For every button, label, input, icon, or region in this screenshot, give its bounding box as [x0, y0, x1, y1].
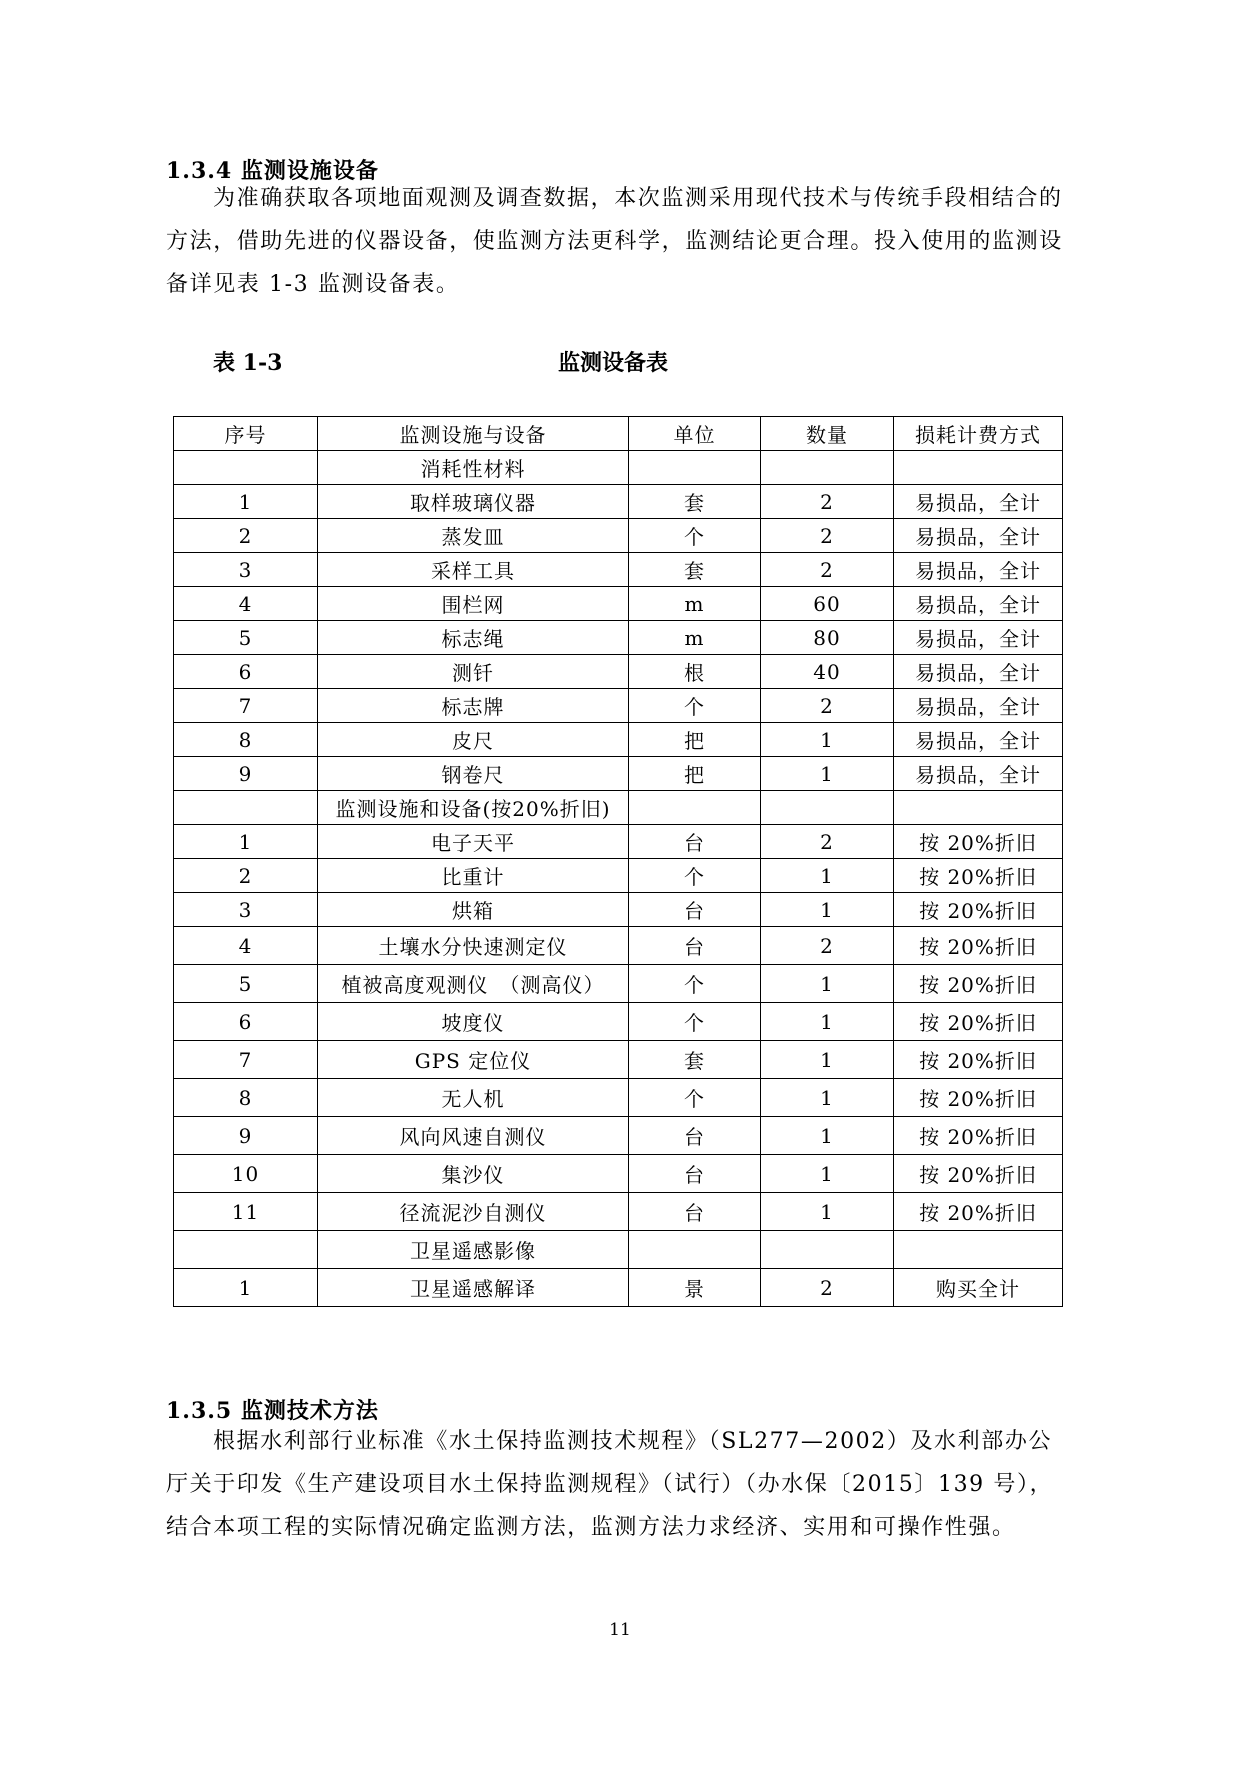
- table-cell: 1: [761, 757, 894, 791]
- table-cell: 1: [761, 1079, 894, 1117]
- table-cell: 皮尺: [318, 723, 629, 757]
- table-row: [174, 893, 1063, 927]
- section-heading-1-3-5: 1.3.5 监测技术方法: [166, 1398, 379, 1424]
- table-cell: 台: [629, 927, 761, 965]
- table-cell: [629, 1231, 761, 1269]
- table-cell: 按 20%折旧: [894, 1117, 1063, 1155]
- table-row: [174, 859, 1063, 893]
- table-cell: 1: [174, 825, 318, 859]
- table-cell: 8: [174, 723, 318, 757]
- table-cell: 易损品，全计: [894, 757, 1063, 791]
- table-cell: 电子天平: [318, 825, 629, 859]
- table-cell: 土壤水分快速测定仪: [318, 927, 629, 965]
- table-row: [174, 621, 1063, 655]
- table-cell: 个: [629, 1079, 761, 1117]
- table-cell: [629, 451, 761, 485]
- table-cell: 2: [761, 519, 894, 553]
- table-cell: 1: [761, 1155, 894, 1193]
- table-cell: 套: [629, 485, 761, 519]
- table-cell: 1: [761, 1003, 894, 1041]
- table-row: [174, 757, 1063, 791]
- table-cell: 3: [174, 893, 318, 927]
- table-cell: 易损品，全计: [894, 485, 1063, 519]
- table-cell: 10: [174, 1155, 318, 1193]
- table-cell: [174, 791, 318, 825]
- table-cell: 4: [174, 587, 318, 621]
- table-cell: 台: [629, 1117, 761, 1155]
- table-cell: 易损品，全计: [894, 587, 1063, 621]
- table-cell: 个: [629, 1003, 761, 1041]
- table-cell: 6: [174, 655, 318, 689]
- table-cell: 标志牌: [318, 689, 629, 723]
- table-cell: 台: [629, 893, 761, 927]
- table-row: [174, 655, 1063, 689]
- table-cell: 按 20%折旧: [894, 1155, 1063, 1193]
- table-cell: 6: [174, 1003, 318, 1041]
- table-cell: 个: [629, 689, 761, 723]
- table-cell: [629, 791, 761, 825]
- table-cell: 1: [174, 485, 318, 519]
- table-cell: 按 20%折旧: [894, 893, 1063, 927]
- table-cell: 7: [174, 689, 318, 723]
- table-cell: 易损品，全计: [894, 519, 1063, 553]
- table-row: [174, 485, 1063, 519]
- table-cell: 按 20%折旧: [894, 1003, 1063, 1041]
- table-cell: 无人机: [318, 1079, 629, 1117]
- table-cell: 60: [761, 587, 894, 621]
- table-cell: 7: [174, 1041, 318, 1079]
- table-row: [174, 587, 1063, 621]
- table-cell: 40: [761, 655, 894, 689]
- table-cell: 个: [629, 965, 761, 1003]
- table-category-row: [174, 451, 1063, 485]
- header-cell: 序号: [174, 417, 318, 451]
- table-cell: 台: [629, 1155, 761, 1193]
- table-cell: m: [629, 587, 761, 621]
- table-cell: 烘箱: [318, 893, 629, 927]
- table-cell: [761, 791, 894, 825]
- table-cell: 围栏网: [318, 587, 629, 621]
- table-row: [174, 1041, 1063, 1079]
- table-cell: 11: [174, 1193, 318, 1231]
- table-number: 表 1-3: [213, 350, 283, 376]
- table-row: [174, 553, 1063, 587]
- table-cell: 景: [629, 1269, 761, 1307]
- table-cell: 坡度仪: [318, 1003, 629, 1041]
- table-cell: 9: [174, 757, 318, 791]
- table-cell: 卫星遥感解译: [318, 1269, 629, 1307]
- table-cell: 8: [174, 1079, 318, 1117]
- table-cell: 易损品，全计: [894, 621, 1063, 655]
- table-cell: 套: [629, 1041, 761, 1079]
- table-cell: 按 20%折旧: [894, 1041, 1063, 1079]
- table-cell: 易损品，全计: [894, 689, 1063, 723]
- table-cell: 按 20%折旧: [894, 825, 1063, 859]
- table-row: [174, 965, 1063, 1003]
- table-cell: 蒸发皿: [318, 519, 629, 553]
- table-cell: [174, 1231, 318, 1269]
- table-category-row: [174, 1231, 1063, 1269]
- table-cell: 2: [761, 1269, 894, 1307]
- table-row: [174, 1003, 1063, 1041]
- header-cell: 单位: [629, 417, 761, 451]
- table-row: [174, 1193, 1063, 1231]
- table-cell: m: [629, 621, 761, 655]
- table-cell: 测钎: [318, 655, 629, 689]
- table-cell: 2: [761, 927, 894, 965]
- table-cell: 台: [629, 825, 761, 859]
- table-cell: 按 20%折旧: [894, 965, 1063, 1003]
- table-cell: 4: [174, 927, 318, 965]
- table-cell: 把: [629, 723, 761, 757]
- table-cell: GPS 定位仪: [318, 1041, 629, 1079]
- table-cell: [894, 1231, 1063, 1269]
- table-cell: 5: [174, 621, 318, 655]
- equipment-table: [173, 416, 1063, 1307]
- table-cell: 径流泥沙自测仪: [318, 1193, 629, 1231]
- table-row: [174, 1155, 1063, 1193]
- table-cell: 易损品，全计: [894, 723, 1063, 757]
- table-cell: 1: [761, 1041, 894, 1079]
- table-category-row: [174, 791, 1063, 825]
- page-number: 11: [609, 1620, 631, 1640]
- table-cell: 2: [174, 859, 318, 893]
- table-cell: 集沙仪: [318, 1155, 629, 1193]
- table-cell: 钢卷尺: [318, 757, 629, 791]
- table-cell: 80: [761, 621, 894, 655]
- table-cell: 比重计: [318, 859, 629, 893]
- table-cell: 1: [761, 1193, 894, 1231]
- table-cell: 个: [629, 519, 761, 553]
- table-header-row: [174, 417, 1063, 451]
- table-cell: 1: [761, 965, 894, 1003]
- table-cell: [174, 451, 318, 485]
- header-cell: 数量: [761, 417, 894, 451]
- table-cell: 植被高度观测仪 （测高仪）: [318, 965, 629, 1003]
- table-cell: 5: [174, 965, 318, 1003]
- table-row: [174, 689, 1063, 723]
- table-cell: 1: [174, 1269, 318, 1307]
- table-cell: 监测设施和设备(按20%折旧): [318, 791, 629, 825]
- table-cell: 取样玻璃仪器: [318, 485, 629, 519]
- table-cell: 台: [629, 1193, 761, 1231]
- table-cell: 1: [761, 859, 894, 893]
- table-cell: 风向风速自测仪: [318, 1117, 629, 1155]
- table-cell: [894, 451, 1063, 485]
- table-row: [174, 723, 1063, 757]
- table-row: [174, 1079, 1063, 1117]
- table-cell: 2: [174, 519, 318, 553]
- table-cell: 购买全计: [894, 1269, 1063, 1307]
- table-cell: 卫星遥感影像: [318, 1231, 629, 1269]
- table-row: [174, 927, 1063, 965]
- table-cell: 2: [761, 553, 894, 587]
- table-cell: 1: [761, 893, 894, 927]
- section-1-3-4-paragraph: 为准确获取各项地面观测及调查数据，本次监测采用现代技术与传统手段相结合的方法，借助先进的仪器设备，使监测方法更科学，监测结论更合理。投入使用的监测设备详见表 1-3 监测设备表。: [166, 186, 1063, 297]
- table-cell: 按 20%折旧: [894, 859, 1063, 893]
- table-cell: 个: [629, 859, 761, 893]
- section-1-3-5-paragraph: 根据水利部行业标准《水土保持监测技术规程》（SL277—2002）及水利部办公厅关于印发《生产建设项目水土保持监测规程》（试行）（办水保〔2015〕139 号），结合本项工程的实际情况确定监测方法，监测方法力求经济、实用和可操作性强。: [166, 1429, 1054, 1540]
- table-row: [174, 825, 1063, 859]
- table-cell: 标志绳: [318, 621, 629, 655]
- table-cell: 易损品，全计: [894, 553, 1063, 587]
- table-cell: 采样工具: [318, 553, 629, 587]
- table-cell: 消耗性材料: [318, 451, 629, 485]
- section-heading-1-3-4: 1.3.4 监测设施设备: [166, 158, 379, 184]
- table-row: [174, 1117, 1063, 1155]
- table-cell: 3: [174, 553, 318, 587]
- table-cell: 2: [761, 485, 894, 519]
- table-cell: 9: [174, 1117, 318, 1155]
- table-cell: 易损品，全计: [894, 655, 1063, 689]
- table-cell: 套: [629, 553, 761, 587]
- table-cell: 按 20%折旧: [894, 927, 1063, 965]
- table-row: [174, 519, 1063, 553]
- table-title: 监测设备表: [558, 350, 669, 376]
- table-row: [174, 1269, 1063, 1307]
- table-cell: 2: [761, 825, 894, 859]
- table-cell: [761, 1231, 894, 1269]
- table-cell: 根: [629, 655, 761, 689]
- table-cell: 1: [761, 723, 894, 757]
- table-cell: 2: [761, 689, 894, 723]
- table-cell: 按 20%折旧: [894, 1079, 1063, 1117]
- header-cell: 损耗计费方式: [894, 417, 1063, 451]
- table-cell: 把: [629, 757, 761, 791]
- table-cell: 按 20%折旧: [894, 1193, 1063, 1231]
- table-cell: [761, 451, 894, 485]
- table-cell: [894, 791, 1063, 825]
- table-cell: 1: [761, 1117, 894, 1155]
- header-cell: 监测设施与设备: [318, 417, 629, 451]
